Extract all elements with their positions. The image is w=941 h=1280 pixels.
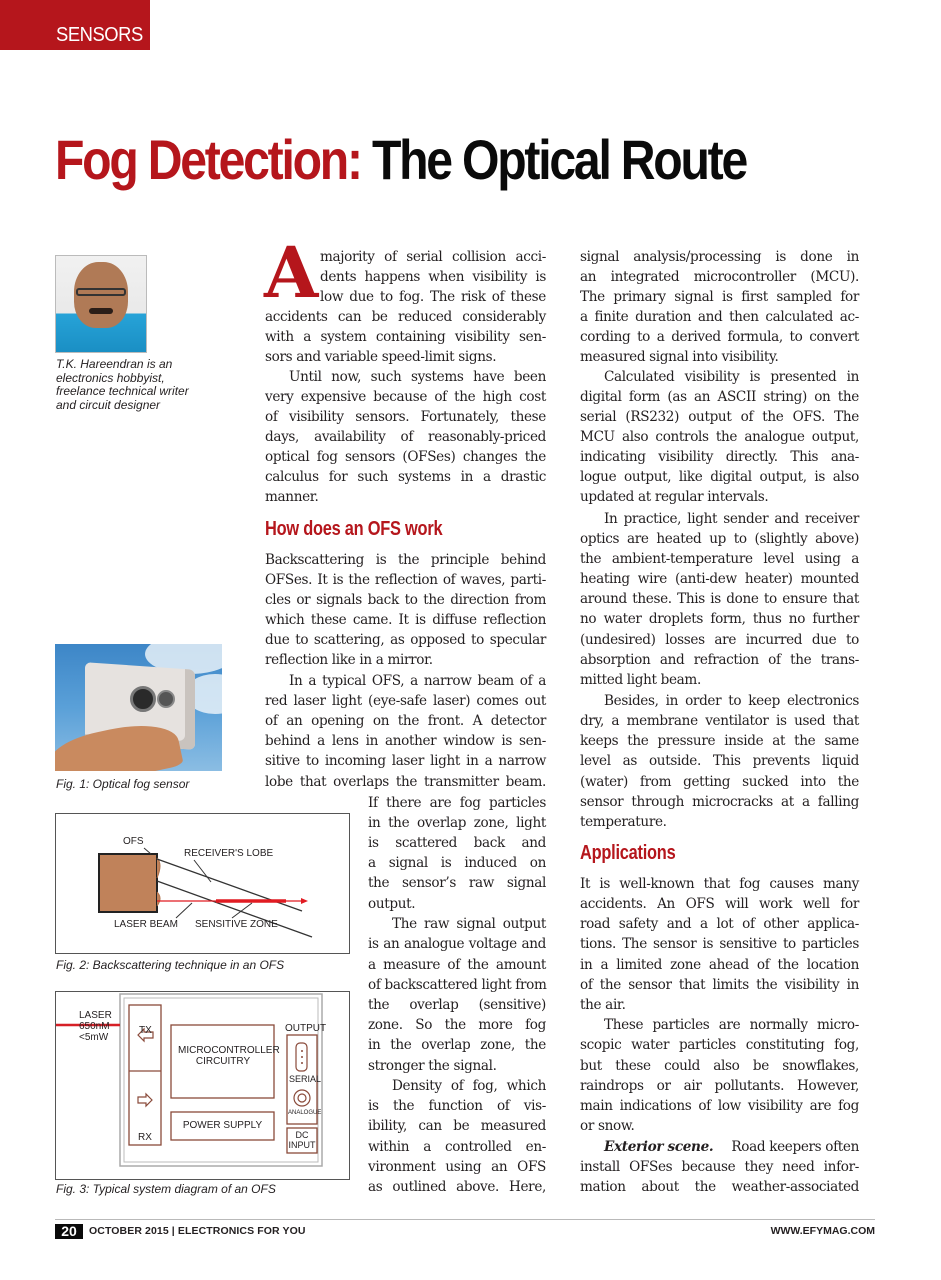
text-line: Backscattering is the principle behind xyxy=(265,552,546,568)
author-photo xyxy=(55,255,147,353)
text-line: vironment using an OFS xyxy=(368,1159,546,1175)
text-line: zone. So the more fog xyxy=(368,1017,546,1033)
author-bio-line: freelance technical writer xyxy=(56,384,189,398)
footer-issue: OCTOBER 2015 | ELECTRONICS FOR YOU xyxy=(89,1225,306,1237)
text-line: OFSes. It is the reflection of waves, parti- xyxy=(265,572,546,588)
text-line: dents happens when visibility is xyxy=(320,269,546,285)
text-line: If there are fog particles xyxy=(368,795,546,811)
label-dc-input xyxy=(287,1130,317,1150)
label-ofs: OFS xyxy=(123,836,144,847)
text-line: These particles are normally micro- xyxy=(604,1017,859,1033)
text-line: ibility, can be measured xyxy=(368,1118,546,1134)
text-line: Density of fog, which xyxy=(392,1078,546,1094)
text-line: red laser light (eye-safe laser) comes out xyxy=(265,693,546,709)
text-line: MCU also controls the analogue output, xyxy=(580,429,859,445)
label-serial: SERIAL xyxy=(289,1074,322,1084)
text-line: behind a lens in another window is sen- xyxy=(265,733,546,749)
text-line: or snow. xyxy=(580,1118,635,1134)
text-line: indicating visibility directly. This ana- xyxy=(580,449,859,465)
label-analogue: ANALOGUE xyxy=(288,1110,322,1116)
text-line: a measure of the amount xyxy=(368,957,546,973)
text-line: the ambient-temperature level using a xyxy=(580,551,859,567)
text-line: updated at regular intervals. xyxy=(580,489,769,505)
fig3-caption: Fig. 3: Typical system diagram of an OFS xyxy=(56,1182,276,1196)
text-line: but these could also be snowflakes, xyxy=(580,1058,859,1074)
text-line: around these. This is done to ensure that xyxy=(580,591,859,607)
text-line: with a system containing visibility sen- xyxy=(265,329,546,345)
text-line: sitive to incoming laser light in a narrow xyxy=(265,753,546,769)
label-output: OUTPUT xyxy=(285,1023,327,1034)
text-line: in the overlap zone, light xyxy=(368,815,546,831)
text-line: cording to a derived formula, to convert xyxy=(580,329,859,345)
label-dc-line: DC xyxy=(295,1130,309,1140)
text-line: accidents can be reduced considerably xyxy=(265,309,546,325)
text-line: due to scattering, as opposed to specular xyxy=(265,632,546,648)
title-red-part: Fog Detection: xyxy=(55,128,361,191)
text-line: the sensor’s raw signal xyxy=(368,875,546,891)
text-line: heating wire (anti-dew heater) mounted xyxy=(580,571,859,587)
text-line: optics are heated up to (slightly above) xyxy=(580,531,859,547)
text-line: (undesired) losses are incurred due to xyxy=(580,632,859,648)
run-in-heading-exterior: Exterior scene. xyxy=(604,1139,714,1155)
label-laser xyxy=(79,1010,112,1043)
text-line: of visibility sensors. Fortunately, these xyxy=(265,409,546,425)
author-bio-line: and circuit designer xyxy=(56,397,161,412)
text-line: no water droplets form, thus no further xyxy=(580,611,859,627)
text-line: signal analysis/processing is done in xyxy=(580,249,859,265)
text-line: sors and variable speed-limit signs. xyxy=(265,349,497,365)
text-line: is scattered back and xyxy=(368,835,546,851)
author-moustache xyxy=(89,308,113,314)
exterior-scene-line xyxy=(604,1137,859,1157)
text-line: main indications of low visibility are fog xyxy=(580,1098,859,1114)
text-line: keeps the pressure inside at the same xyxy=(580,733,859,749)
text-line: of an opening on the front. A detector xyxy=(265,713,546,729)
text-line: of backscattered light from xyxy=(368,977,547,993)
label-mcu-line: CIRCUITRY xyxy=(195,1056,251,1067)
text-line: reflection like in a mirror. xyxy=(265,652,433,668)
text-line: logue output, like digital output, is also xyxy=(580,469,859,485)
text-line: a signal is induced on xyxy=(368,855,546,871)
heading-how-ofs-works: How does an OFS work xyxy=(265,518,443,540)
label-mcu xyxy=(178,1045,280,1067)
text-line: Until now, such systems have been xyxy=(289,369,546,385)
label-receivers-lobe: RECEIVER'S LOBE xyxy=(184,848,274,859)
label-rx: RX xyxy=(138,1132,152,1143)
text-line: of the sensor that limits the visibility in xyxy=(580,977,859,993)
label-power-supply: POWER SUPPLY xyxy=(182,1120,263,1131)
text-line: The primary signal is first sampled for xyxy=(580,289,859,305)
fig2-caption: Fig. 2: Backscattering technique in an OFS xyxy=(56,958,285,972)
text-line: Road keepers often xyxy=(731,1139,859,1155)
text-line: temperature. xyxy=(580,814,667,830)
text-line: majority of serial collision acci- xyxy=(320,249,546,265)
footer-divider xyxy=(55,1219,875,1220)
text-line: absorption and refraction of the trans- xyxy=(580,652,859,668)
text-line: tions. The sensor is sensitive to particles xyxy=(580,936,859,952)
fig1-caption: Fig. 1: Optical fog sensor xyxy=(56,777,190,791)
fig3-diagram xyxy=(55,991,350,1180)
fig1-sensor-photo xyxy=(55,644,222,771)
section-label: SENSORS xyxy=(56,24,143,46)
text-line: an integrated microcontroller (MCU). xyxy=(580,269,859,285)
label-tx: TX xyxy=(139,1025,152,1036)
text-line: raindrops or air pollutants. However, xyxy=(580,1078,859,1094)
text-line: lobe that overlaps the transmitter beam. xyxy=(265,774,546,790)
text-line: days, availability of reasonably-priced xyxy=(265,429,546,445)
author-glasses xyxy=(76,288,126,296)
heading-applications: Applications xyxy=(580,842,676,864)
text-line: as outlined above. Here, xyxy=(368,1179,546,1195)
text-line: The raw signal output xyxy=(392,916,546,932)
sensor-lens xyxy=(130,686,156,712)
author-bio xyxy=(56,358,189,412)
drop-cap: A xyxy=(264,231,319,314)
text-line: in a limited zone ahead of the location xyxy=(580,957,859,973)
text-line: install OFSes because they need infor- xyxy=(580,1159,859,1175)
text-line: the air. xyxy=(580,997,626,1013)
text-line: the overlap (sensitive) xyxy=(368,997,546,1013)
text-line: level as outside. This prevents liquid xyxy=(580,753,859,769)
article-title xyxy=(55,128,746,192)
label-laser-line: LASER xyxy=(79,1010,112,1021)
text-line: Calculated visibility is presented in xyxy=(604,369,859,385)
text-line: within a controlled en- xyxy=(368,1139,546,1155)
text-line: optical fog sensors (OFSes) changes the xyxy=(265,449,546,465)
text-line: in the overlap zone, the xyxy=(368,1037,546,1053)
text-line: accidents. An OFS will work well for xyxy=(580,896,859,912)
label-laser-wavelength: 650nM xyxy=(79,1021,110,1032)
label-dc-line: INPUT xyxy=(288,1140,316,1150)
text-line: In practice, light sender and receiver xyxy=(604,511,859,527)
text-line: output. xyxy=(368,896,416,912)
text-line: is an analogue voltage and xyxy=(368,936,546,952)
text-line: low due to fog. The risk of these xyxy=(320,289,546,305)
text-line: stronger the signal. xyxy=(368,1058,497,1074)
text-line: manner. xyxy=(265,489,319,505)
text-line: mation about the weather-associated xyxy=(580,1179,859,1195)
text-line: Besides, in order to keep electronics xyxy=(604,693,859,709)
text-line: digital form (as an ASCII string) on the xyxy=(580,389,859,405)
title-black-part: The Optical Route xyxy=(360,128,746,191)
text-line: sensor through microcracks at a falling xyxy=(580,794,859,810)
text-line: calculus for such systems in a drastic xyxy=(265,469,546,485)
text-line: which these came. It is diffuse reflection xyxy=(265,612,546,628)
label-sensitive-zone: SENSITIVE ZONE xyxy=(195,919,278,930)
author-bio-line: electronics hobbyist, xyxy=(56,370,165,385)
footer-website: WWW.EFYMAG.COM xyxy=(770,1225,875,1237)
text-line: dry, a membrane ventilator is used that xyxy=(580,713,859,729)
text-line: very expensive because of the high cost xyxy=(265,389,546,405)
text-line: cles or signals back to the direction from xyxy=(265,592,546,608)
label-laser-beam: LASER BEAM xyxy=(114,919,178,930)
text-line: road safety and a lot of other applica- xyxy=(580,916,859,932)
text-line: mitted light beam. xyxy=(580,672,701,688)
fig2-diagram xyxy=(55,813,350,954)
page-number: 20 xyxy=(55,1224,83,1239)
label-mcu-line: MICROCONTROLLER xyxy=(178,1045,280,1056)
text-line: serial (RS232) output of the OFS. The xyxy=(580,409,859,425)
author-bio-line: T.K. Hareendran is an xyxy=(56,357,173,371)
sensor-lens xyxy=(157,690,175,708)
text-line: is the function of vis- xyxy=(368,1098,546,1114)
text-line: scopic water particles constituting fog, xyxy=(580,1037,859,1053)
label-laser-power: <5mW xyxy=(79,1032,109,1043)
text-line: (water) from getting sucked into the xyxy=(580,774,859,790)
backscatter-diagram-svg xyxy=(56,814,349,953)
section-tab xyxy=(0,0,150,50)
text-line: It is well-known that fog causes many xyxy=(580,876,859,892)
text-line: In a typical OFS, a narrow beam of a xyxy=(289,673,546,689)
text-line: a finite duration and then calculated ac- xyxy=(580,309,859,325)
text-line: measured signal into visibility. xyxy=(580,349,779,365)
